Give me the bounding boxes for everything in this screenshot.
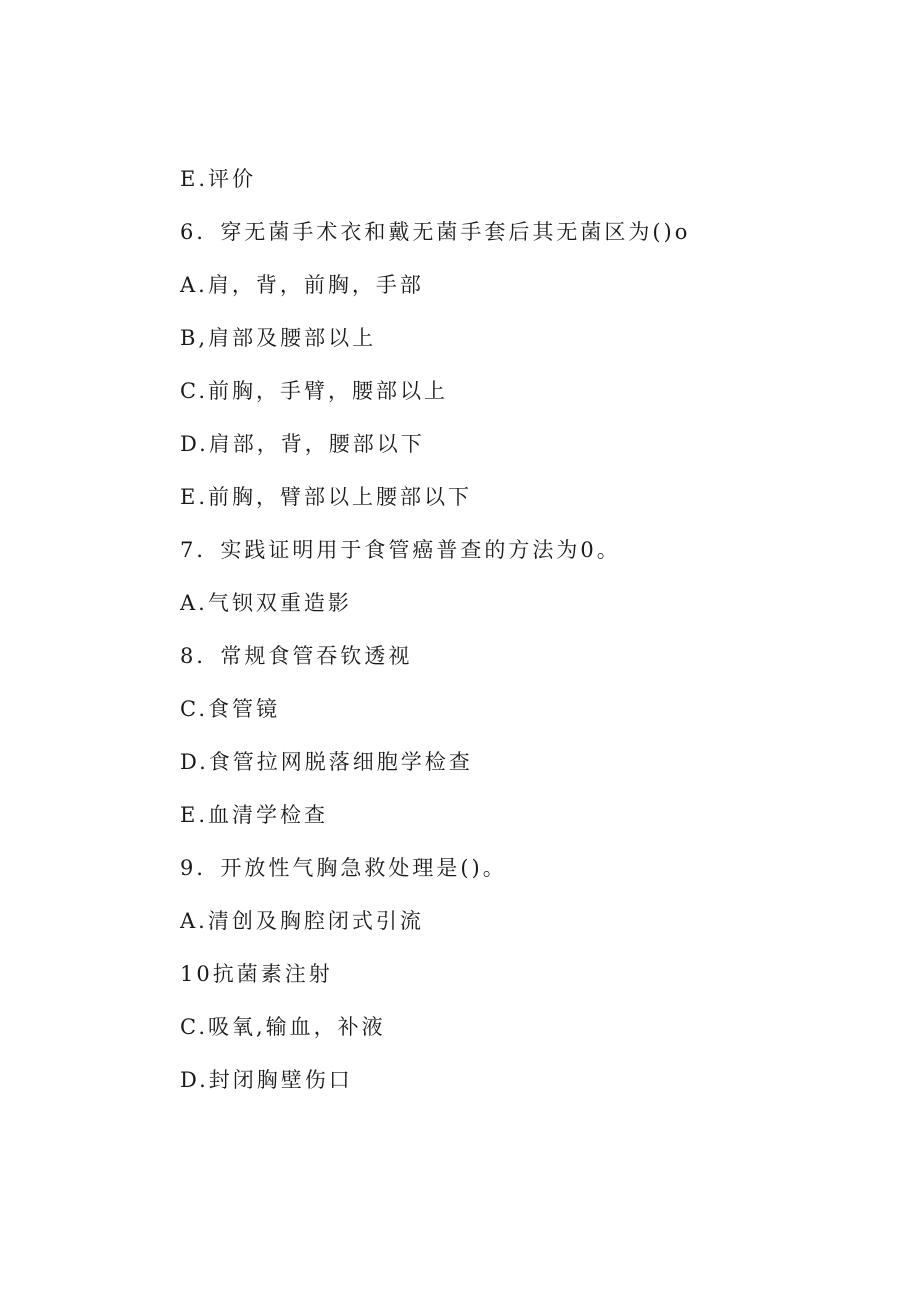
option-10d: D.封闭胸壁伤口: [180, 1068, 353, 1092]
option-8d: D.食管拉网脱落细胞学检查: [180, 750, 473, 774]
option-6b: B,肩部及腰部以上: [180, 326, 377, 350]
option-6e: E.前胸，臂部以上腰部以下: [180, 485, 473, 509]
option-5e: E.评价: [180, 167, 257, 191]
option-8c: C.食管镜: [180, 697, 280, 721]
question-7: 7．实践证明用于食管癌普查的方法为0。: [180, 538, 621, 562]
option-9a: A.清创及胸腔闭式引流: [180, 909, 424, 933]
option-6a: A.肩，背，前胸，手部: [180, 273, 424, 297]
question-9: 9．开放性气胸急救处理是()。: [180, 856, 507, 880]
option-6d: D.肩部，背，腰部以下: [180, 432, 425, 456]
option-8e: E.血清学检查: [180, 803, 329, 827]
option-10c: C.吸氧,输血，补液: [180, 1015, 386, 1039]
question-10: 10抗菌素注射: [180, 962, 333, 986]
option-6c: C.前胸，手臂，腰部以上: [180, 379, 448, 403]
question-8: 8．常规食管吞钦透视: [180, 644, 413, 668]
question-6: 6．穿无菌手术衣和戴无菌手套后其无菌区为()o: [180, 220, 691, 244]
option-7a: A.气钡双重造影: [180, 591, 352, 615]
